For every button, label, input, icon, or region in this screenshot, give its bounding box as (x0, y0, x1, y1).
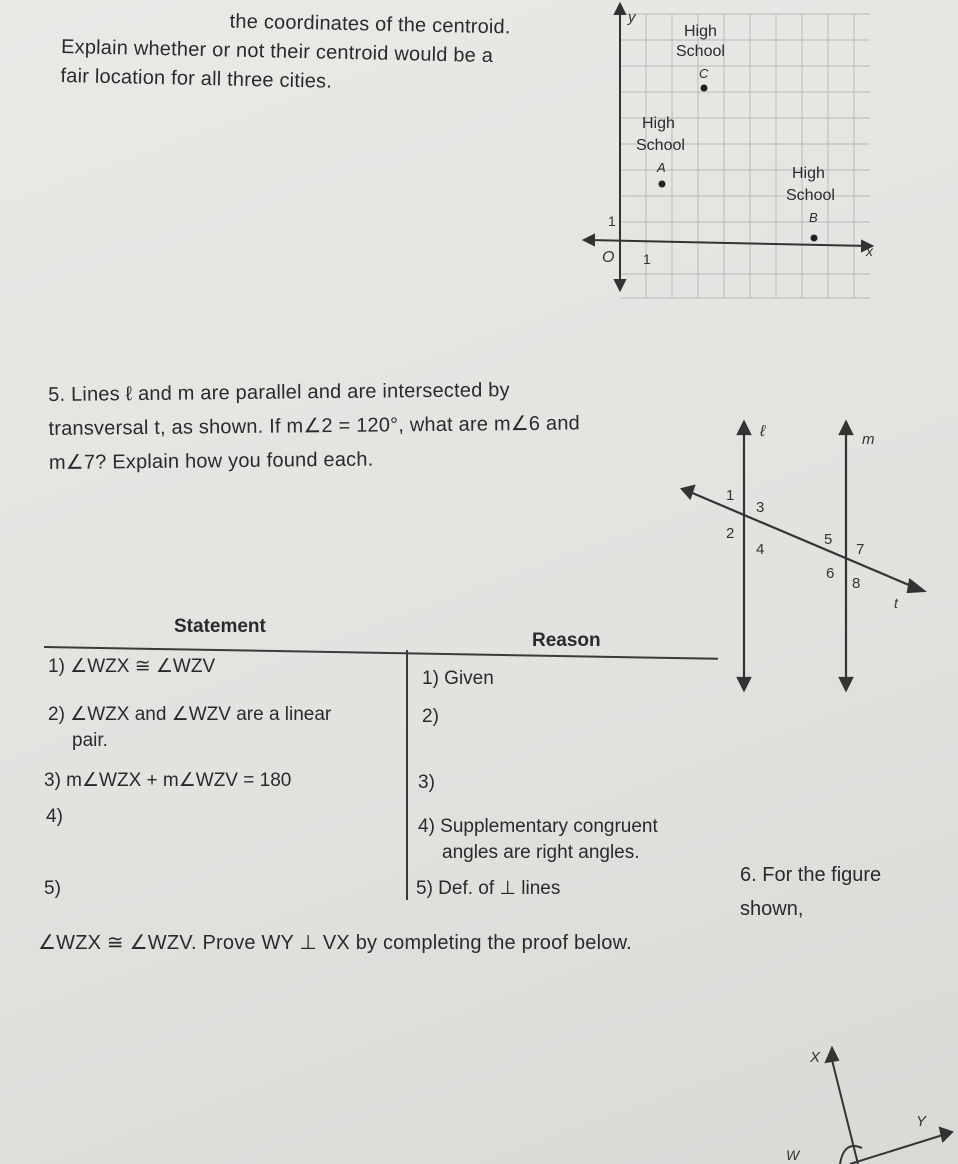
y-tick-label: 1 (608, 213, 616, 229)
point-b-dot (811, 235, 818, 242)
point-a-line2: School (636, 137, 685, 154)
point-a-dot (659, 181, 666, 188)
angle-3: 3 (756, 499, 765, 516)
transversal-t (690, 492, 916, 588)
statement-1: 1) ∠WZX ≅ ∠WZV (48, 656, 216, 677)
angle-2: 2 (726, 525, 735, 542)
figure-6 (770, 1020, 958, 1164)
y-axis-label: y (628, 9, 636, 26)
x-tick-label: 1 (643, 251, 651, 267)
point-c-line2: School (676, 43, 725, 60)
point-a (636, 115, 685, 188)
label-l: ℓ (760, 423, 766, 440)
reason-1: 1) Given (422, 668, 494, 689)
point-c-dot (701, 85, 708, 92)
q4-line-3: fair location for all three cities. (60, 64, 333, 93)
coordinate-graph (570, 0, 890, 310)
axes (584, 4, 872, 290)
x-axis-label: x (866, 243, 873, 259)
statement-5: 5) (44, 878, 61, 899)
reason-4: 4) Supplementary congruent (418, 816, 658, 837)
statement-2-cont: pair. (72, 730, 108, 751)
q6-line-1: 6. For the figure (740, 864, 882, 886)
label-y: Y (916, 1113, 927, 1130)
q6-line-2: shown, (740, 898, 804, 920)
origin-label: O (602, 249, 615, 266)
question-4-text (60, 4, 511, 100)
point-a-letter: A (657, 160, 666, 175)
question-6-text (740, 858, 881, 926)
q5-number: 5. (48, 383, 66, 406)
reason-5: 5) Def. of ⊥ lines (416, 878, 561, 899)
label-x: X (810, 1049, 821, 1066)
ray-zy (850, 1134, 946, 1164)
q4-line-2: Explain whether or not their centroid would be a (60, 35, 494, 68)
point-b-line1: High (792, 165, 825, 182)
q4-line-1: the coordinates of the centroid. (229, 10, 511, 39)
q5-line-1 (48, 372, 580, 412)
point-c-line1: High (684, 23, 717, 40)
prove-statement: ∠WZX ≅ ∠WZV. Prove WY ⊥ VX by completing the proof below. (38, 932, 632, 954)
angle-6: 6 (826, 565, 835, 582)
q5-line-2: transversal t, as shown. If m∠2 = 120°, what are m∠6 and (48, 412, 581, 440)
ray-zx (832, 1060, 858, 1164)
statement-4: 4) (46, 806, 63, 827)
statement-header: Statement (174, 616, 266, 637)
point-b-line2: School (786, 187, 835, 204)
proof-table (44, 614, 724, 904)
grid (620, 14, 870, 298)
label-t: t (894, 595, 898, 611)
angle-1: 1 (726, 487, 735, 504)
reason-header: Reason (532, 630, 601, 651)
q5-line-1-text: Lines ℓ and m are parallel and are intersected by (70, 379, 510, 406)
reason-3: 3) (418, 772, 435, 793)
angle-7: 7 (856, 541, 865, 558)
angle-4: 4 (756, 541, 765, 558)
reason-2: 2) (422, 706, 439, 727)
question-5-text (48, 372, 580, 480)
statement-3: 3) m∠WZX + m∠WZV = 180 (44, 770, 292, 791)
point-c (676, 23, 725, 92)
q5-line-3: m∠7? Explain how you found each. (48, 448, 374, 474)
label-m: m (862, 431, 875, 448)
statement-2: 2) ∠WZX and ∠WZV are a linear (48, 704, 332, 725)
point-b-letter: B (809, 210, 818, 225)
proof-column-divider (406, 650, 408, 900)
point-c-letter: C (699, 66, 709, 81)
angle-5: 5 (824, 531, 833, 548)
angle-8: 8 (852, 575, 861, 592)
label-w: W (786, 1147, 800, 1163)
reason-4-cont: angles are right angles. (442, 842, 640, 863)
point-a-line1: High (642, 115, 675, 132)
